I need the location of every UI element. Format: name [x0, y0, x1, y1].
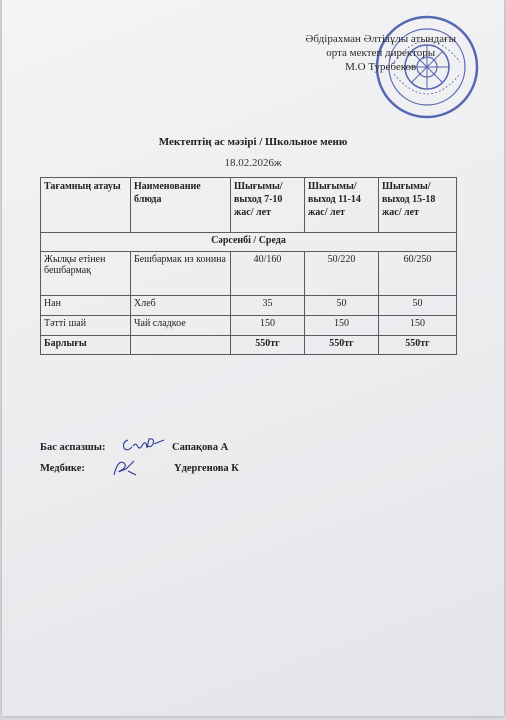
table-cell: Хлеб: [131, 296, 231, 316]
table-cell: Бешбармак из конина: [131, 252, 231, 296]
table-header-row: [41, 178, 457, 233]
table-cell: 150: [231, 316, 305, 336]
menu-date: 18.02.2026ж: [224, 157, 282, 169]
table-row: [41, 252, 457, 296]
chef-name: Сапақова А: [172, 442, 229, 453]
table-cell: 35: [231, 296, 305, 316]
approval-line-1: Әбдірахман Әлтіаұлы атындағы: [305, 33, 456, 45]
table-cell: 50: [379, 296, 457, 316]
chef-signature: [120, 434, 166, 456]
table-cell: Жылқы етінен бешбармақ: [41, 252, 131, 296]
table-cell: Тәтті шай: [41, 316, 131, 336]
nurse-signature-label: Медбике:: [40, 463, 85, 474]
column-header: Шығымы/ выход 7-10 жас/ лет: [231, 178, 305, 233]
approval-line-2: орта мектеп директоры: [326, 47, 436, 59]
column-header: Шығымы/ выход 11-14 жас/ лет: [305, 178, 379, 233]
column-header: Наименование блюда: [131, 178, 231, 233]
table-cell: [131, 336, 231, 355]
column-header: Тағамның атауы: [41, 178, 131, 233]
total-row: [41, 336, 457, 355]
total-value: 550тг: [231, 336, 305, 355]
table-cell: Нан: [41, 296, 131, 316]
total-value: 550тг: [305, 336, 379, 355]
table-cell: 40/160: [231, 252, 305, 296]
page-title: Мектептің ас мәзірі / Школьное меню: [158, 136, 348, 148]
day-label: Сәрсенбі / Среда: [41, 233, 457, 252]
nurse-signature: [108, 455, 140, 479]
approval-block: [305, 32, 456, 74]
table-cell: 50/220: [305, 252, 379, 296]
day-row: [41, 233, 457, 252]
table-cell: 60/250: [379, 252, 457, 296]
table-cell: 150: [305, 316, 379, 336]
table-cell: 50: [305, 296, 379, 316]
approval-line-3: М.О Туребеков: [345, 61, 417, 73]
column-header: Шығымы/ выход 15-18 жас/ лет: [379, 178, 457, 233]
menu-table: [40, 177, 457, 355]
table-cell: Чай сладкое: [131, 316, 231, 336]
total-value: 550тг: [379, 336, 457, 355]
chef-signature-label: Бас аспазшы:: [40, 442, 106, 453]
document-page: [2, 0, 504, 716]
table-cell: 150: [379, 316, 457, 336]
table-row: [41, 316, 457, 336]
total-label: Барлығы: [41, 336, 131, 355]
table-row: [41, 296, 457, 316]
nurse-name: Үдергенова К: [174, 463, 239, 474]
